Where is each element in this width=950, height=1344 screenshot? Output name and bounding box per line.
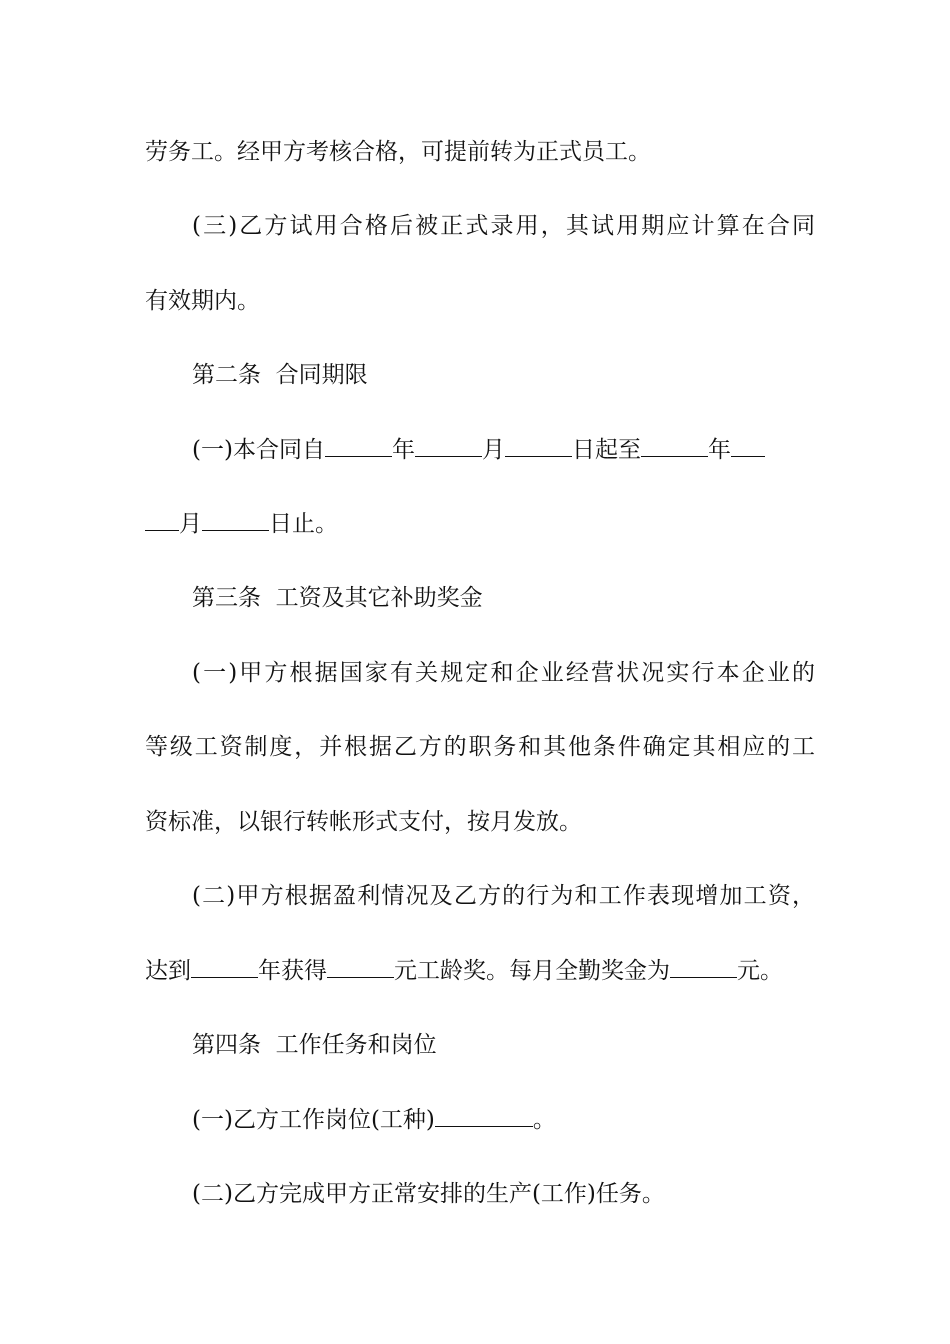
blank-end-day[interactable] xyxy=(202,508,269,531)
blank-attendance-bonus[interactable] xyxy=(670,955,737,978)
section-heading-3: 第三条 工资及其它补助奖金 xyxy=(192,585,483,611)
section-heading-2: 第二条 合同期限 xyxy=(192,362,368,388)
blank-start-year[interactable] xyxy=(325,434,392,457)
paragraph-line-8: (二)乙方完成甲方正常安排的生产(工作)任务。 xyxy=(192,1181,665,1207)
paragraph-line-7: (二)甲方根据盈利情况及乙方的行为和工作表现增加工资， xyxy=(192,883,815,909)
paragraph-line-3: 有效期内。 xyxy=(145,288,260,314)
section-heading-4: 第四条 工作任务和岗位 xyxy=(192,1032,437,1058)
blank-seniority-bonus[interactable] xyxy=(327,955,394,978)
blank-end-month-part1[interactable] xyxy=(731,434,765,457)
blank-years[interactable] xyxy=(191,955,258,978)
paragraph-line-2: (三)乙方试用合格后被正式录用，其试用期应计算在合同 xyxy=(192,213,815,239)
blank-end-year[interactable] xyxy=(641,434,708,457)
contract-term-line-1: (一)本合同自 年 月 日起至 年 xyxy=(192,434,815,466)
blank-job-position[interactable] xyxy=(435,1104,533,1127)
paragraph-line-1: 劳务工。经甲方考核合格，可提前转为正式员工。 xyxy=(145,139,651,165)
blank-start-month[interactable] xyxy=(415,434,482,457)
contract-term-line-2: 月 日止。 xyxy=(145,508,815,540)
paragraph-line-4: (一)甲方根据国家有关规定和企业经营状况实行本企业的 xyxy=(192,660,815,686)
paragraph-line-5: 等级工资制度，并根据乙方的职务和其他条件确定其相应的工 xyxy=(145,734,815,760)
job-position-line: (一)乙方工作岗位(工种) 。 xyxy=(192,1104,815,1136)
blank-end-month-part2[interactable] xyxy=(145,508,179,531)
blank-start-day[interactable] xyxy=(505,434,572,457)
bonus-line: 达到 年获得 元工龄奖。每月全勤奖金为 元。 xyxy=(145,955,815,987)
paragraph-line-6: 资标准，以银行转帐形式支付，按月发放。 xyxy=(145,809,582,835)
